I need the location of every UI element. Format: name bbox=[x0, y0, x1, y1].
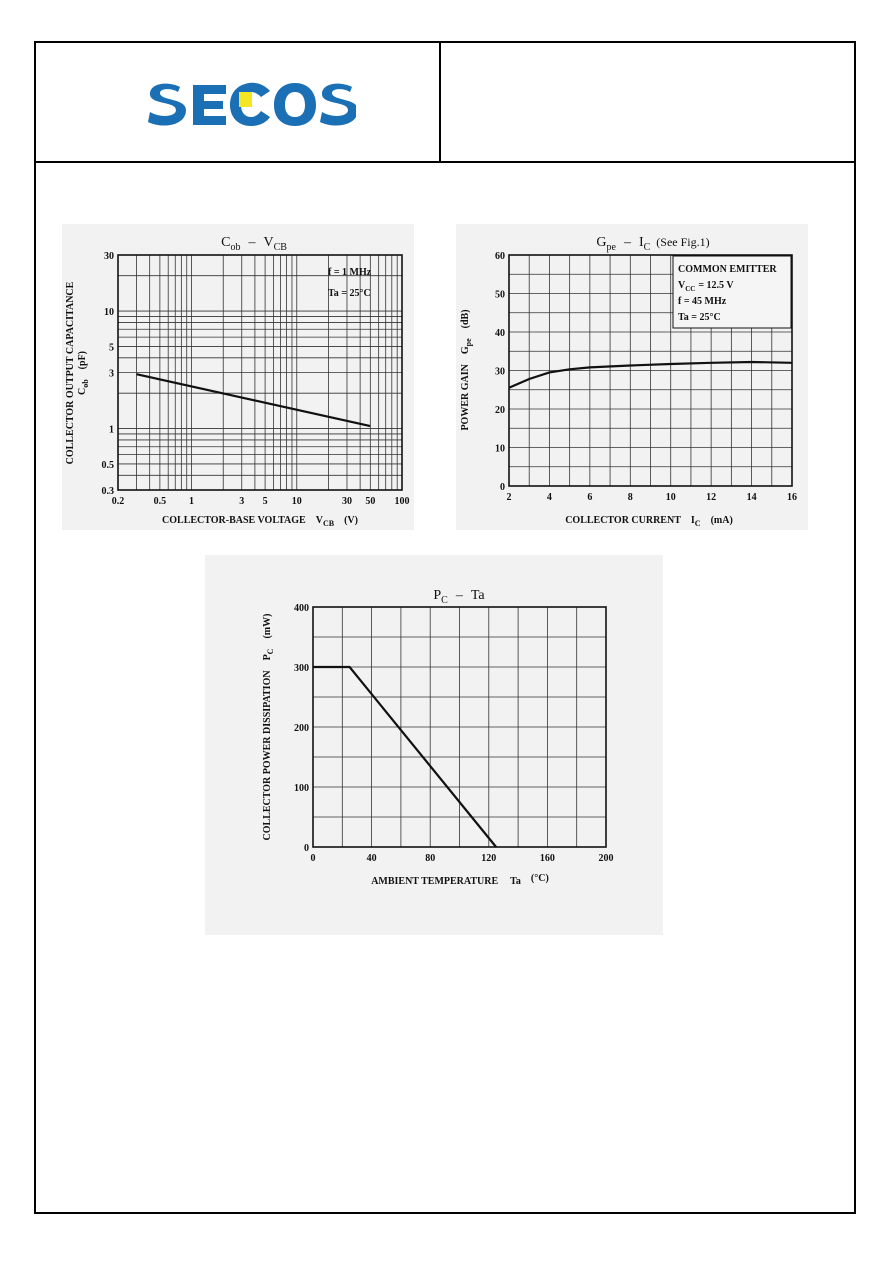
chart-note: COMMON EMITTER bbox=[678, 264, 777, 275]
y-tick-label: 60 bbox=[495, 251, 505, 262]
chart-note: f = 45 MHz bbox=[678, 296, 727, 307]
header-column-divider bbox=[439, 43, 441, 161]
y-tick-label: 0 bbox=[304, 843, 309, 854]
chart-note: Ta = 25°C bbox=[678, 312, 721, 323]
y-tick-label: 10 bbox=[104, 307, 114, 319]
x-tick-label: 6 bbox=[587, 492, 593, 503]
x-tick-label: 50 bbox=[365, 496, 376, 507]
x-axis-label: COLLECTOR CURRENT $I_C$ (mA) bbox=[565, 515, 733, 528]
pc-ta-chart bbox=[205, 555, 663, 935]
x-tick-label: 0.2 bbox=[111, 496, 125, 507]
series-line bbox=[137, 374, 371, 426]
y-tick-label: 40 bbox=[495, 328, 505, 339]
secos-logo bbox=[146, 79, 356, 129]
x-tick-label: 3 bbox=[239, 496, 245, 507]
y-tick-label: 10 bbox=[495, 443, 505, 455]
y-tick-label: 0.5 bbox=[101, 459, 114, 471]
chart-note: f = 1 MHz bbox=[328, 267, 372, 278]
x-tick-label: 16 bbox=[787, 492, 797, 503]
x-tick-label: 10 bbox=[665, 492, 676, 503]
x-tick-label: 160 bbox=[539, 853, 555, 864]
x-tick-label: 40 bbox=[366, 853, 377, 864]
y-tick-label: 20 bbox=[495, 405, 505, 416]
y-tick-label: 50 bbox=[495, 289, 505, 301]
y-tick-label: 300 bbox=[294, 663, 309, 674]
chart-title: $G_{pe} - I_C$ (See Fig.1) bbox=[596, 235, 710, 253]
x-tick-label: 0.5 bbox=[153, 496, 167, 507]
x-tick-label: 12 bbox=[706, 492, 717, 503]
y-tick-label: 30 bbox=[495, 366, 505, 378]
chart-note: $V_{CC} = 12.5$ V bbox=[678, 280, 734, 293]
x-tick-label: 80 bbox=[425, 853, 436, 864]
x-tick-label: 8 bbox=[627, 492, 633, 503]
x-tick-label: 100 bbox=[394, 496, 410, 507]
y-axis-label: COLLECTOR OUTPUT CAPACITANCE bbox=[65, 281, 76, 465]
header-divider bbox=[36, 161, 854, 163]
y-tick-label: 5 bbox=[109, 342, 114, 354]
x-tick-label: 5 bbox=[262, 496, 268, 507]
y-axis-label: COLLECTOR POWER $DISSIPATIONP_C(mW)$ bbox=[262, 613, 275, 841]
y-tick-label: 200 bbox=[294, 723, 309, 734]
x-axis-label: AMBIENT TEMPERATURE Ta (°C) bbox=[371, 873, 549, 887]
x-tick-label: 0 bbox=[310, 853, 316, 864]
header-right-cell bbox=[446, 53, 846, 153]
chart-note: Ta = 25°C bbox=[328, 288, 371, 299]
x-tick-label: 120 bbox=[481, 853, 497, 864]
x-tick-label: 1 bbox=[189, 496, 195, 507]
x-tick-label: 4 bbox=[546, 492, 552, 503]
x-tick-label: 14 bbox=[746, 492, 757, 503]
cob-vcb-chart bbox=[62, 224, 414, 530]
y-tick-label: 1 bbox=[109, 424, 114, 436]
x-tick-label: 10 bbox=[291, 496, 302, 507]
x-tick-label: 30 bbox=[341, 496, 352, 507]
y-tick-label: 0 bbox=[500, 482, 505, 493]
y-axis-label: POWER $GAING_{pe}(dB)$ bbox=[460, 309, 473, 431]
y-tick-label: 3 bbox=[109, 368, 114, 380]
x-tick-label: 200 bbox=[598, 853, 614, 864]
x-tick-label: 2 bbox=[506, 492, 512, 503]
y-tick-label: 30 bbox=[104, 251, 114, 262]
y-tick-label: 100 bbox=[294, 783, 309, 794]
y-tick-label: 400 bbox=[294, 603, 309, 614]
gpe-ic-chart bbox=[456, 224, 808, 530]
x-axis-label: COLLECTOR-BASE VOLTAGE $V_{CB}$ (V) bbox=[162, 515, 358, 528]
y-tick-label: 0.3 bbox=[101, 486, 114, 497]
chart-title: $C_{ob} - V_{CB}$ bbox=[221, 235, 287, 253]
chart-title: $P_C$ – Ta bbox=[433, 588, 485, 606]
y-axis-unit: $C_{ob}(pF)$ bbox=[77, 350, 90, 396]
